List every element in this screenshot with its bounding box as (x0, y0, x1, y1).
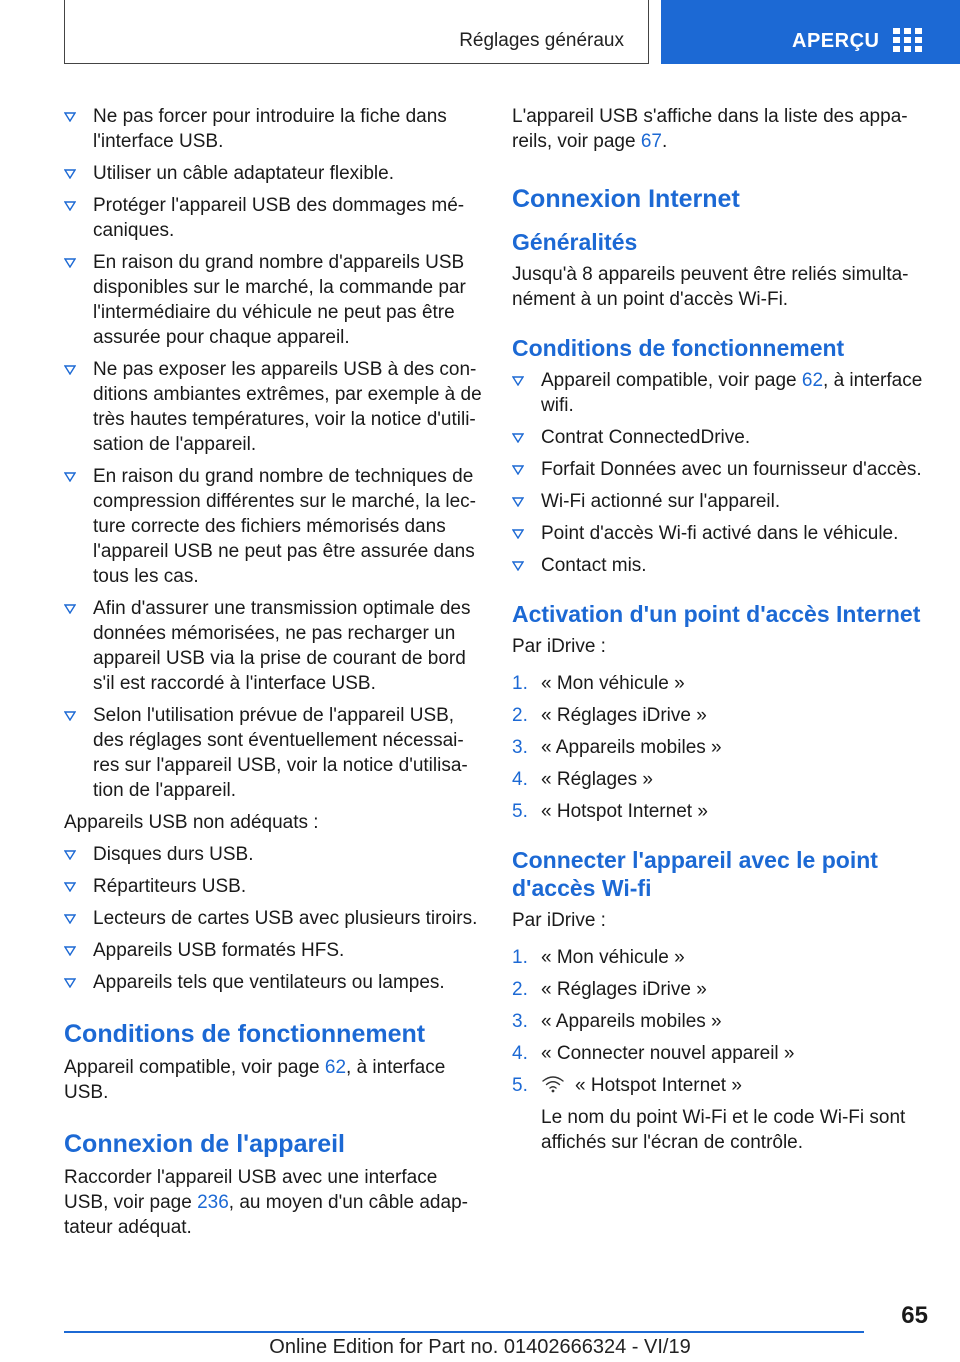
generalites-text: Jusqu'à 8 appareils peuvent être reliés simulta-nément à un point d'accès Wi-Fi. (512, 264, 909, 310)
step-item: 3. « Appareils mobiles » (512, 1011, 722, 1032)
menu-path-hotspot-internet: « Hotspot Internet » (541, 801, 708, 822)
triangle-bullet-icon (512, 561, 524, 571)
triangle-bullet-icon (64, 946, 76, 956)
heading-conditions-wifi: Conditions de fonctionnement (512, 335, 845, 361)
heading-connexion-appareil: Connexion de l'appareil (64, 1130, 345, 1158)
conditions-usb-text: Appareil compatible, voir page 62, à interface USB. (64, 1057, 446, 1103)
list-item: Contrat ConnectedDrive. (512, 425, 932, 450)
menu-path-appareils-mobiles: « Appareils mobiles » (541, 1011, 722, 1032)
usb-precautions-list (64, 104, 484, 803)
list-item: En raison du grand nombre de techniques de compression différentes sur le marché, la lec-ture correcte des fichiers mémorisés dans l'appareil USB ne peut pas être assurée dans tous les cas. (64, 464, 484, 589)
list-item: Appareils tels que ventilateurs ou lampes. (64, 970, 484, 995)
step-item: 1. « Mon véhicule » (512, 673, 685, 694)
list-item: Afin d'assurer une transmission optimale des données mémorisées, ne pas recharger un appareil USB via la prise de courant de bord s'il est raccordé à l'interface USB. (64, 596, 484, 696)
list-item: Ne pas exposer les appareils USB à des con-ditions ambiantes extrêmes, par exemple à de très hautes températures, voir la notice d'utili-sation de l'appareil. (64, 357, 484, 457)
triangle-bullet-icon (64, 201, 76, 211)
triangle-bullet-icon (64, 112, 76, 122)
triangle-bullet-icon (512, 433, 524, 443)
hotspot-info-text: Le nom du point Wi-Fi et le code Wi-Fi sont affichés sur l'écran de contrôle. (541, 1107, 906, 1153)
step-item: 4. « Réglages » (512, 769, 653, 790)
page-link-62[interactable]: 62 (324, 1057, 347, 1078)
activation-intro: Par iDrive : (512, 636, 606, 657)
page-link-236[interactable]: 236 (197, 1192, 229, 1213)
triangle-bullet-icon (64, 472, 76, 482)
activation-steps (512, 671, 932, 824)
menu-path-mon-vehicule: « Mon véhicule » (541, 673, 685, 694)
menu-path-mon-vehicule: « Mon véhicule » (541, 947, 685, 968)
menu-path-appareils-mobiles: « Appareils mobiles » (541, 737, 722, 758)
unsuitable-devices-list (64, 842, 484, 995)
header-section-title: Réglages généraux (459, 30, 624, 51)
right-column (512, 104, 932, 1162)
wifi-icon (541, 1075, 565, 1093)
menu-path-connecter-nouvel-appareil: « Connecter nouvel appareil » (541, 1043, 795, 1064)
list-item: Selon l'utilisation prévue de l'appareil USB, des réglages sont éventuellement nécessai-res sur l'appareil USB, voir la notice d'utilisa-tion de l'appareil. (64, 703, 484, 803)
page-link-67[interactable]: 67 (640, 131, 662, 152)
step-item: 1. « Mon véhicule » (512, 947, 685, 968)
step-item: 5. « Hotspot Internet » Le nom du point Wi-Fi et le code Wi-Fi sont affichés sur l'écran de contrôle. (512, 1073, 932, 1155)
list-item: Appareils USB formatés HFS. (64, 938, 484, 963)
list-item: Utiliser un câble adaptateur flexible. (64, 161, 484, 186)
list-item: Disques durs USB. (64, 842, 484, 867)
triangle-bullet-icon (512, 465, 524, 475)
list-item: Ne pas forcer pour introduire la fiche dans l'interface USB. (64, 104, 484, 154)
triangle-bullet-icon (64, 914, 76, 924)
connexion-appareil-text: Raccorder l'appareil USB avec une interface USB, voir page 236, au moyen d'un câble adap-tateur adéquat. (64, 1167, 468, 1238)
overview-tab-label: APERÇU (792, 30, 880, 52)
triangle-bullet-icon (64, 365, 76, 375)
menu-path-reglages: « Réglages » (541, 769, 653, 790)
list-item: En raison du grand nombre d'appareils USB disponibles sur le marché, la commande par l'intermédiaire du véhicule ne peut pas être assurée pour chaque appareil. (64, 250, 484, 350)
triangle-bullet-icon (64, 978, 76, 988)
triangle-bullet-icon (64, 850, 76, 860)
step-item: 2. « Réglages iDrive » (512, 979, 707, 1000)
connect-intro: Par iDrive : (512, 910, 606, 931)
list-item: Point d'accès Wi-fi activé dans le véhicule. (512, 521, 932, 546)
heading-connect-device: Connecter l'appareil avec le point d'accès Wi-fi (512, 847, 878, 901)
step-item: 3. « Appareils mobiles » (512, 737, 722, 758)
heading-connexion-internet: Connexion Internet (512, 185, 740, 213)
heading-activation-hotspot: Activation d'un point d'accès Internet (512, 601, 921, 627)
triangle-bullet-icon (64, 882, 76, 892)
list-item: Protéger l'appareil USB des dommages mé-caniques. (64, 193, 484, 243)
menu-path-hotspot-internet: « Hotspot Internet » (575, 1075, 742, 1096)
step-item: 5. « Hotspot Internet » (512, 801, 708, 822)
triangle-bullet-icon (64, 711, 76, 721)
list-item: Répartiteurs USB. (64, 874, 484, 899)
list-item: Forfait Données avec un fournisseur d'accès. (512, 457, 932, 482)
page-link-62[interactable]: 62 (801, 370, 824, 391)
triangle-bullet-icon (64, 604, 76, 614)
list-item: Wi-Fi actionné sur l'appareil. (512, 489, 932, 514)
left-column (64, 104, 484, 1247)
wifi-conditions-list (512, 368, 932, 578)
heading-generalites: Généralités (512, 229, 638, 255)
triangle-bullet-icon (64, 169, 76, 179)
list-item: Appareil compatible, voir page 62, à interface wifi. (512, 368, 932, 418)
grid-icon (893, 28, 923, 52)
step-item: 4. « Connecter nouvel appareil » (512, 1043, 795, 1064)
menu-path-reglages-idrive: « Réglages iDrive » (541, 979, 707, 1000)
step-item: 2. « Réglages iDrive » (512, 705, 707, 726)
page-number: 65 (901, 1302, 928, 1329)
device-list-text: L'appareil USB s'affiche dans la liste des appa-reils, voir page 67. (512, 106, 908, 152)
list-item: Lecteurs de cartes USB avec plusieurs tiroirs. (64, 906, 484, 931)
heading-conditions-usb: Conditions de fonctionnement (64, 1020, 426, 1048)
menu-path-reglages-idrive: « Réglages iDrive » (541, 705, 707, 726)
triangle-bullet-icon (64, 258, 76, 268)
header-section-box (64, 0, 649, 64)
triangle-bullet-icon (512, 376, 524, 386)
triangle-bullet-icon (512, 497, 524, 507)
connect-steps (512, 945, 932, 1155)
list-item: Contact mis. (512, 553, 932, 578)
edition-text: Online Edition for Part no. 01402666324 - VI/19 (269, 1336, 691, 1358)
overview-tab[interactable] (661, 0, 960, 64)
unsuitable-intro: Appareils USB non adéquats : (64, 812, 319, 833)
triangle-bullet-icon (512, 529, 524, 539)
footer-divider (64, 1331, 864, 1333)
